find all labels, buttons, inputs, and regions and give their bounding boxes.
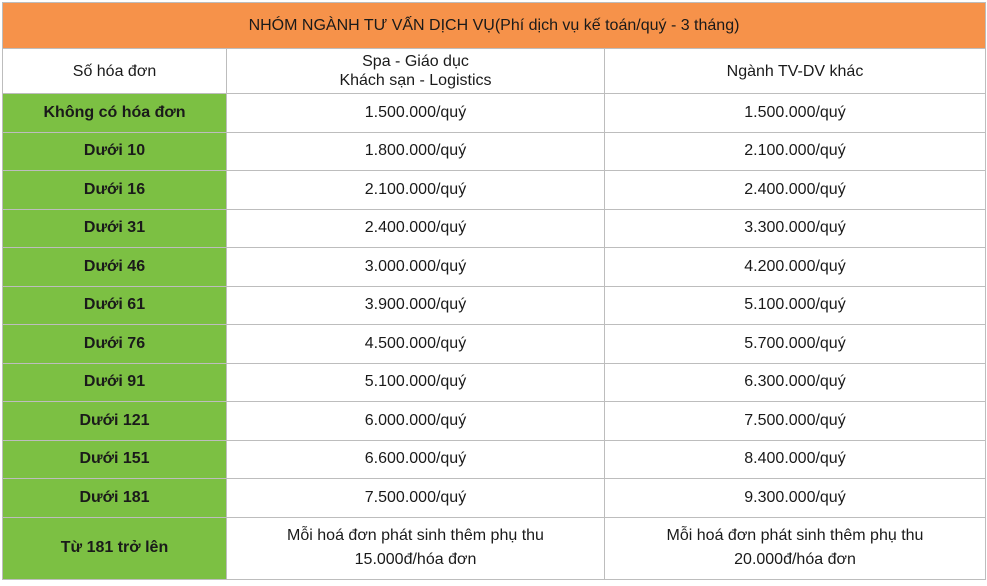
invoice-range-label: Không có hóa đơn <box>3 94 227 133</box>
spa-education-fee: 3.900.000/quý <box>227 286 605 325</box>
table-row <box>3 132 986 171</box>
spa-education-fee: 1.800.000/quý <box>227 132 605 171</box>
other-services-fee: 4.200.000/quý <box>605 248 986 287</box>
invoice-range-label: Dưới 151 <box>3 440 227 479</box>
other-services-fee: 9.300.000/quý <box>605 479 986 518</box>
invoice-range-label: Dưới 121 <box>3 402 227 441</box>
other-services-fee: 7.500.000/quý <box>605 402 986 441</box>
spa-education-fee: 5.100.000/quý <box>227 363 605 402</box>
spa-education-surcharge <box>227 517 605 579</box>
other-services-fee: 3.300.000/quý <box>605 209 986 248</box>
other-services-fee: 2.400.000/quý <box>605 171 986 210</box>
table-row <box>3 171 986 210</box>
header-spa-education-line2: Khách sạn - Logistics <box>339 72 492 89</box>
spa-education-fee: 2.100.000/quý <box>227 171 605 210</box>
title-row <box>3 3 986 49</box>
invoice-range-label: Dưới 76 <box>3 325 227 364</box>
header-spa-education-line1: Spa - Giáo dục <box>362 53 469 70</box>
table-row <box>3 440 986 479</box>
table-row <box>3 209 986 248</box>
header-row <box>3 49 986 94</box>
table-row <box>3 248 986 287</box>
header-spa-education-group <box>227 49 605 94</box>
spa-education-surcharge-line2: 15.000đ/hóa đơn <box>354 551 477 568</box>
invoice-range-label: Từ 181 trở lên <box>3 517 227 579</box>
other-services-fee: 6.300.000/quý <box>605 363 986 402</box>
table-row <box>3 94 986 133</box>
other-services-fee: 5.100.000/quý <box>605 286 986 325</box>
spa-education-fee: 2.400.000/quý <box>227 209 605 248</box>
invoice-range-label: Dưới 31 <box>3 209 227 248</box>
other-services-surcharge-line2: 20.000đ/hóa đơn <box>734 551 856 568</box>
table-row <box>3 286 986 325</box>
invoice-range-label: Dưới 91 <box>3 363 227 402</box>
table-row <box>3 479 986 518</box>
table-title: NHÓM NGÀNH TƯ VẤN DỊCH VỤ(Phí dịch vụ kế toán/quý - 3 tháng) <box>3 3 986 49</box>
spa-education-fee: 7.500.000/quý <box>227 479 605 518</box>
other-services-surcharge <box>605 517 986 579</box>
header-invoice-count: Số hóa đơn <box>3 49 227 94</box>
pricing-table-container <box>2 2 985 580</box>
pricing-table <box>2 2 986 580</box>
table-row <box>3 325 986 364</box>
spa-education-fee: 6.000.000/quý <box>227 402 605 441</box>
invoice-range-label: Dưới 16 <box>3 171 227 210</box>
table-row <box>3 402 986 441</box>
spa-education-fee: 1.500.000/quý <box>227 94 605 133</box>
other-services-fee: 1.500.000/quý <box>605 94 986 133</box>
spa-education-fee: 3.000.000/quý <box>227 248 605 287</box>
header-other-services: Ngành TV-DV khác <box>605 49 986 94</box>
spa-education-fee: 4.500.000/quý <box>227 325 605 364</box>
other-services-fee: 2.100.000/quý <box>605 132 986 171</box>
table-row-last <box>3 517 986 579</box>
spa-education-fee: 6.600.000/quý <box>227 440 605 479</box>
invoice-range-label: Dưới 61 <box>3 286 227 325</box>
invoice-range-label: Dưới 10 <box>3 132 227 171</box>
other-services-surcharge-line1: Mỗi hoá đơn phát sinh thêm phụ thu <box>666 527 924 544</box>
table-row <box>3 363 986 402</box>
invoice-range-label: Dưới 181 <box>3 479 227 518</box>
spa-education-surcharge-line1: Mỗi hoá đơn phát sinh thêm phụ thu <box>287 527 544 544</box>
invoice-range-label: Dưới 46 <box>3 248 227 287</box>
other-services-fee: 8.400.000/quý <box>605 440 986 479</box>
other-services-fee: 5.700.000/quý <box>605 325 986 364</box>
